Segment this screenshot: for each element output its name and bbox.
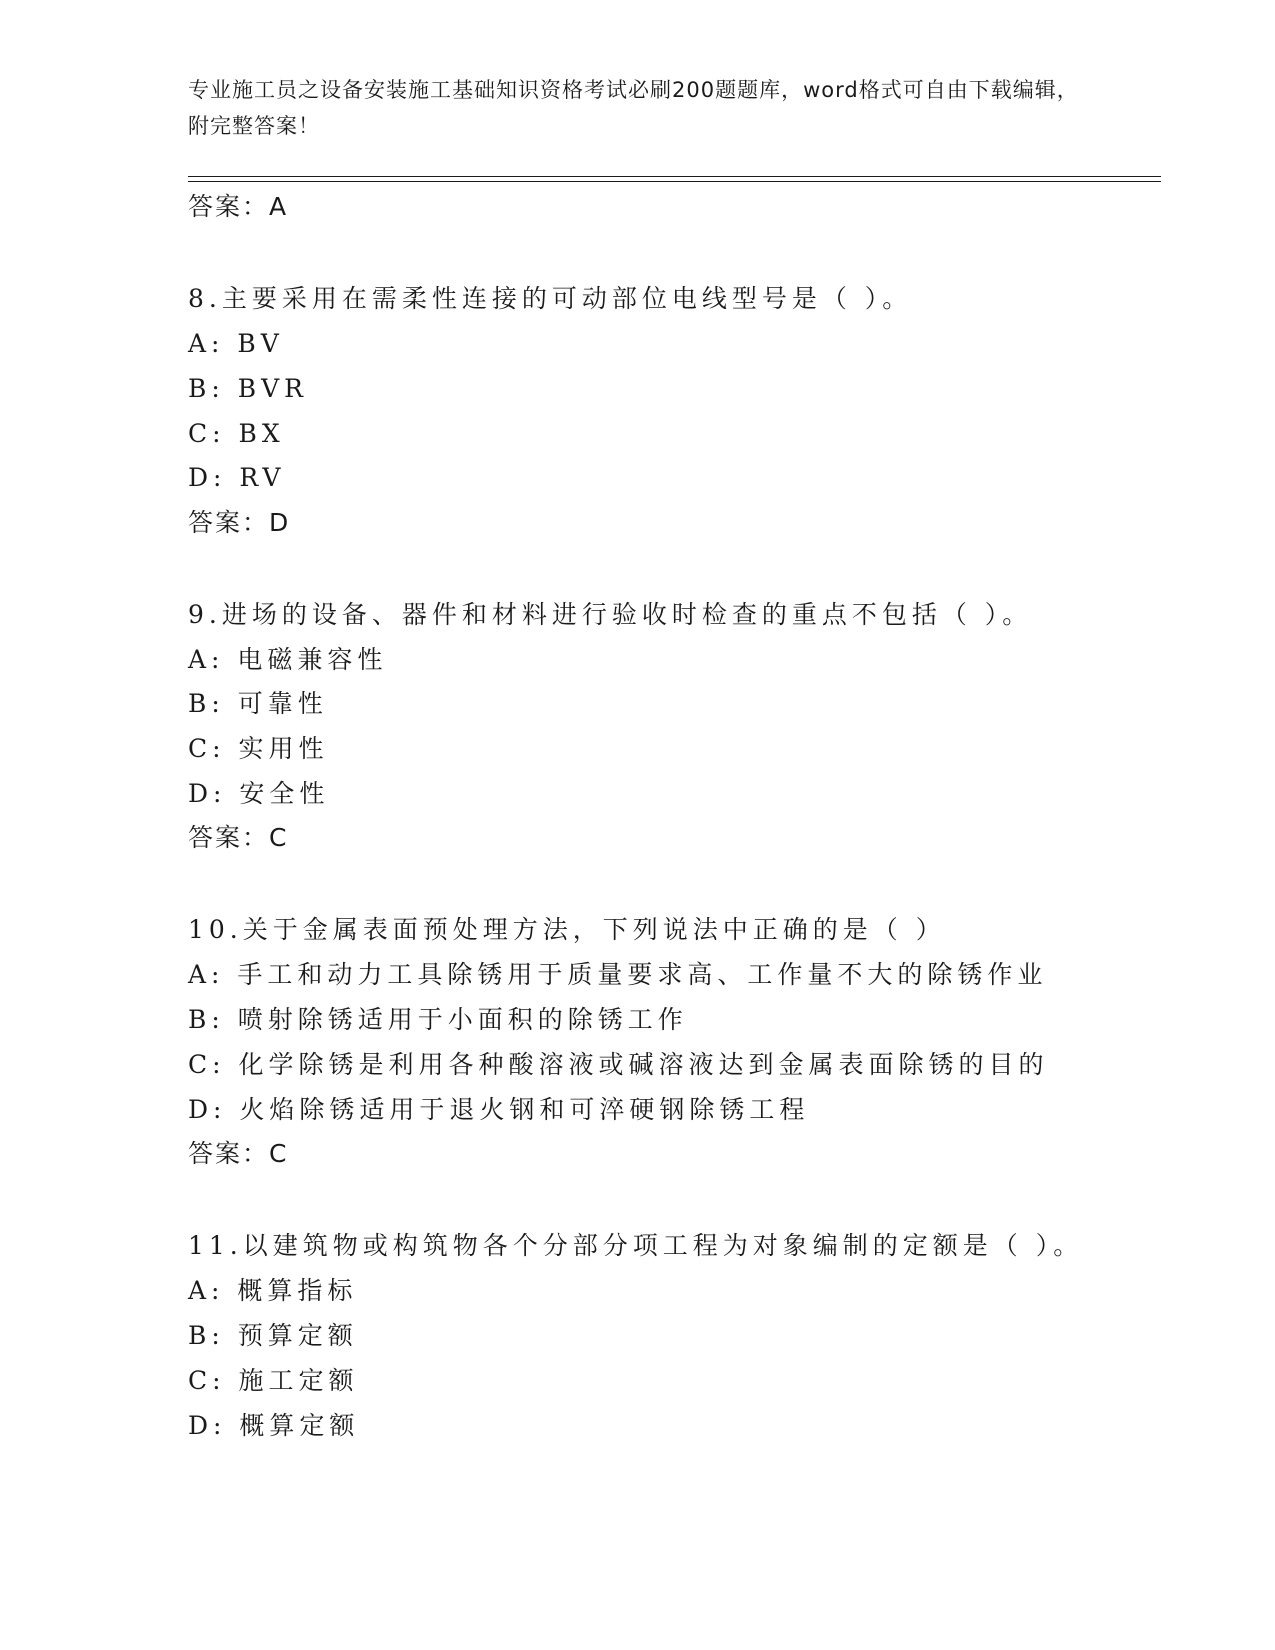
- header-divider-bottom: [188, 181, 1161, 182]
- document-header: 专业施工员之设备安装施工基础知识资格考试必刷200题题库，word格式可自由下载编辑，附完整答案！: [188, 78, 1079, 138]
- question-11-stem: 11.以建筑物或构筑物各个分部分项工程为对象编制的定额是（ ）。: [188, 1231, 1084, 1260]
- question-8-option-a: A: BV: [188, 329, 284, 358]
- question-10-option-a: A: 手工和动力工具除锈用于质量要求高、工作量不大的除锈作业: [188, 960, 1048, 989]
- question-10-option-d: D: 火焰除锈适用于退火钢和可淬硬钢除锈工程: [188, 1095, 810, 1124]
- question-8-option-c: C: BX: [188, 419, 285, 448]
- question-8-option-d: D: RV: [188, 463, 286, 492]
- question-9-option-d: D: 安全性: [188, 779, 330, 808]
- question-9-option-a: A: 电磁兼容性: [188, 645, 388, 674]
- question-8-option-b: B: BVR: [188, 374, 308, 403]
- question-9-option-c: C: 实用性: [188, 734, 329, 763]
- question-11-option-c: C: 施工定额: [188, 1366, 359, 1395]
- question-11-option-b: B: 预算定额: [188, 1321, 358, 1350]
- question-10-option-b: B: 喷射除锈适用于小面积的除锈工作: [188, 1005, 688, 1034]
- header-divider-top: [188, 176, 1161, 177]
- question-10-stem: 10.关于金属表面预处理方法，下列说法中正确的是（ ）: [188, 915, 946, 944]
- question-10-option-c: C: 化学除锈是利用各种酸溶液或碱溶液达到金属表面除锈的目的: [188, 1050, 1049, 1079]
- question-11-option-d: D: 概算定额: [188, 1411, 360, 1440]
- question-8-answer: 答案：D: [188, 508, 291, 537]
- question-10-answer: 答案：C: [188, 1139, 289, 1168]
- question-9-option-b: B: 可靠性: [188, 689, 328, 718]
- question-9-stem: 9.进场的设备、器件和材料进行验收时检查的重点不包括（ ）。: [188, 600, 1033, 629]
- question-11-option-a: A: 概算指标: [188, 1276, 358, 1305]
- question-8-stem: 8.主要采用在需柔性连接的可动部位电线型号是（ ）。: [188, 284, 913, 313]
- question-9-answer: 答案：C: [188, 823, 289, 852]
- answer-previous: 答案：A: [188, 192, 289, 221]
